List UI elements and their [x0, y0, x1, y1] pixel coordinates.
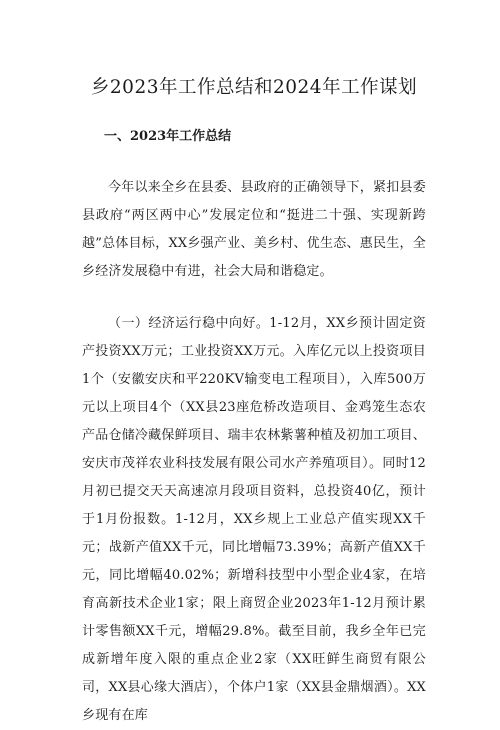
document-title: 乡2023年工作总结和2024年工作谋划: [90, 77, 418, 98]
paragraph-economy: （一）经济运行稳中向好。1-12月，XX乡预计固定资产投资XX万元；工业投资XX万元。入库亿元以上投资项目1个（安徽安庆和平220KV输变电工程项目），入库500万元以上项目4个（XX县23座危桥改造项目、金鸡笼生态农产品仓储冷藏保鲜项目、瑞丰农林紫薯种植及初加工项目、安庆市茂祥农业科技发展有限公司水产养殖项目）。同时12月初已提交天天高速凉月段项目资料，总投资40亿，预计于1月份报数。1-12月，XX乡规上工业总产值实现XX千元；战新产值XX千元，同比增幅73.39%；高新产值XX千元，同比增幅40.02%；新增科技型中小型企业4家，在培育高新技术企业1家；限上商贸企业2023年1-12月预计累计零售额XX千元，增幅29.8%。截至目前，我乡全年已完成新增年度入限的重点企业2家（XX旺鲜生商贸有限公司，XX县心缘大酒店），个体户1家（XX县金鼎烟酒）。XX乡现有在库: [82, 316, 426, 723]
paragraph-intro: 今年以来全乡在县委、县政府的正确领导下，紧扣县委县政府“两区两中心”发展定位和“挺进二十强、实现新跨越”总体目标，XX乡强产业、美乡村、优生态、惠民生，全乡经济发展稳中有进，社会大局和谐稳定。: [82, 180, 426, 279]
section-heading: 一、2023年工作总结: [104, 129, 232, 144]
